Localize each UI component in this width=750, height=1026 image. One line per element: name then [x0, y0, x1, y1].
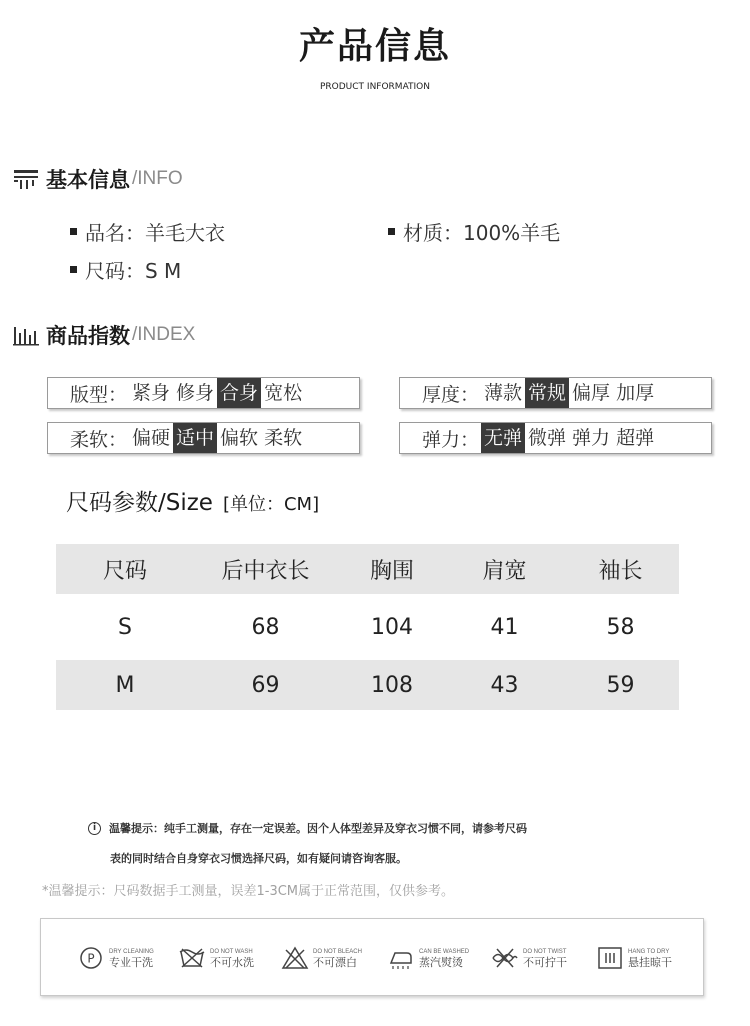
bullet: [70, 228, 77, 235]
table-header-cell: 尺码: [102, 558, 147, 584]
size-chart-unit: [单位：CM]: [222, 494, 320, 515]
option-selected: 常规: [525, 378, 569, 408]
tip-line-2: 表的同时结合自身穿衣习惯选择尺码，如有疑问请咨询客服。: [110, 852, 407, 865]
option: 弹力: [572, 427, 611, 449]
table-cell: S: [118, 614, 132, 640]
info-item-name: 品名：羊毛大衣: [70, 217, 225, 246]
option: 紧身: [132, 382, 171, 404]
care-item-dry-clean: P DRY CLEANING 专业干洗: [77, 945, 154, 971]
book-icon: [12, 167, 40, 191]
basic-info-subtitle: /INFO: [132, 168, 183, 189]
care-item-no-wash: DO NOT WASH 不可水洗: [178, 945, 254, 971]
option: 薄款: [484, 382, 523, 404]
index-elasticity: 弹力： 无弹 微弹 弹力 超弹: [399, 422, 712, 454]
table-header-row: [56, 544, 679, 594]
no-wash-icon: [178, 945, 206, 971]
table-cell: 58: [606, 614, 635, 640]
option: 宽松: [264, 382, 303, 404]
bar-chart-icon: [12, 323, 40, 347]
table-header-cell: 袖长: [598, 558, 643, 584]
option: 偏硬: [132, 427, 171, 449]
info-item-material: 材质：100%羊毛: [388, 217, 560, 246]
table-cell: 68: [251, 614, 280, 640]
care-instructions: [40, 918, 704, 996]
tip-line-1: i 温馨提示：纯手工测量，存在一定误差。因个人体型差异及穿衣习惯不同，请参考尺码: [88, 820, 527, 836]
no-twist-icon: [491, 945, 519, 971]
option: 加厚: [616, 382, 655, 404]
table-cell: 43: [490, 672, 519, 698]
option-selected: 适中: [173, 423, 217, 453]
size-chart-title: 尺码参数/Size [单位：CM]: [66, 490, 320, 516]
option: 偏软: [220, 427, 259, 449]
option: 微弹: [528, 427, 567, 449]
table-cell: 108: [371, 672, 413, 698]
option: 柔软: [264, 427, 303, 449]
table-cell: 59: [606, 672, 635, 698]
index-title: 商品指数: [46, 324, 130, 348]
index-subtitle: /INDEX: [132, 324, 196, 345]
index-heading: [12, 320, 195, 350]
bullet: [70, 266, 77, 273]
index-fit: 版型： 紧身 修身 合身 宽松: [47, 377, 360, 409]
bullet: [388, 228, 395, 235]
table-row: [56, 602, 679, 652]
index-thickness: 厚度： 薄款 常规 偏厚 加厚: [399, 377, 712, 409]
info-item-size: 尺码：S M: [70, 255, 181, 284]
option: 超弹: [616, 427, 655, 449]
table-header-cell: 胸围: [369, 558, 414, 584]
hang-dry-icon: [596, 945, 624, 971]
no-bleach-icon: [281, 945, 309, 971]
care-item-steam-iron: CAN BE WASHED 蒸汽熨烫: [387, 945, 469, 971]
info-icon: i: [88, 822, 101, 835]
table-cell: M: [115, 672, 135, 698]
size-table: [56, 544, 679, 710]
page-subtitle: PRODUCT INFORMATION: [319, 82, 431, 92]
steam-iron-icon: [387, 945, 415, 971]
care-item-no-twist: DO NOT TWIST 不可拧干: [491, 945, 567, 971]
care-item-hang-dry: HANG TO DRY 悬挂晾干: [596, 945, 672, 971]
tip-line-3: *温馨提示：尺码数据手工测量，误差1-3CM属于正常范围，仅供参考。: [42, 884, 455, 899]
page-title: 产品信息: [298, 26, 451, 67]
svg-text:P: P: [87, 951, 95, 966]
table-header-cell: 后中衣长: [221, 558, 310, 584]
table-cell: 41: [490, 614, 519, 640]
table-cell: 104: [371, 614, 413, 640]
index-softness: 柔软： 偏硬 适中 偏软 柔软: [47, 422, 360, 454]
dry-clean-icon: [77, 945, 105, 971]
care-item-no-bleach: DO NOT BLEACH 不可漂白: [281, 945, 362, 971]
option-selected: 无弹: [481, 423, 525, 453]
basic-info-heading: [12, 164, 183, 194]
table-row: [56, 660, 679, 710]
table-cell: 69: [251, 672, 280, 698]
option-selected: 合身: [217, 378, 261, 408]
table-header-cell: 肩宽: [482, 558, 527, 584]
option: 偏厚: [572, 382, 611, 404]
basic-info-title: 基本信息: [46, 168, 130, 192]
option: 修身: [176, 382, 215, 404]
